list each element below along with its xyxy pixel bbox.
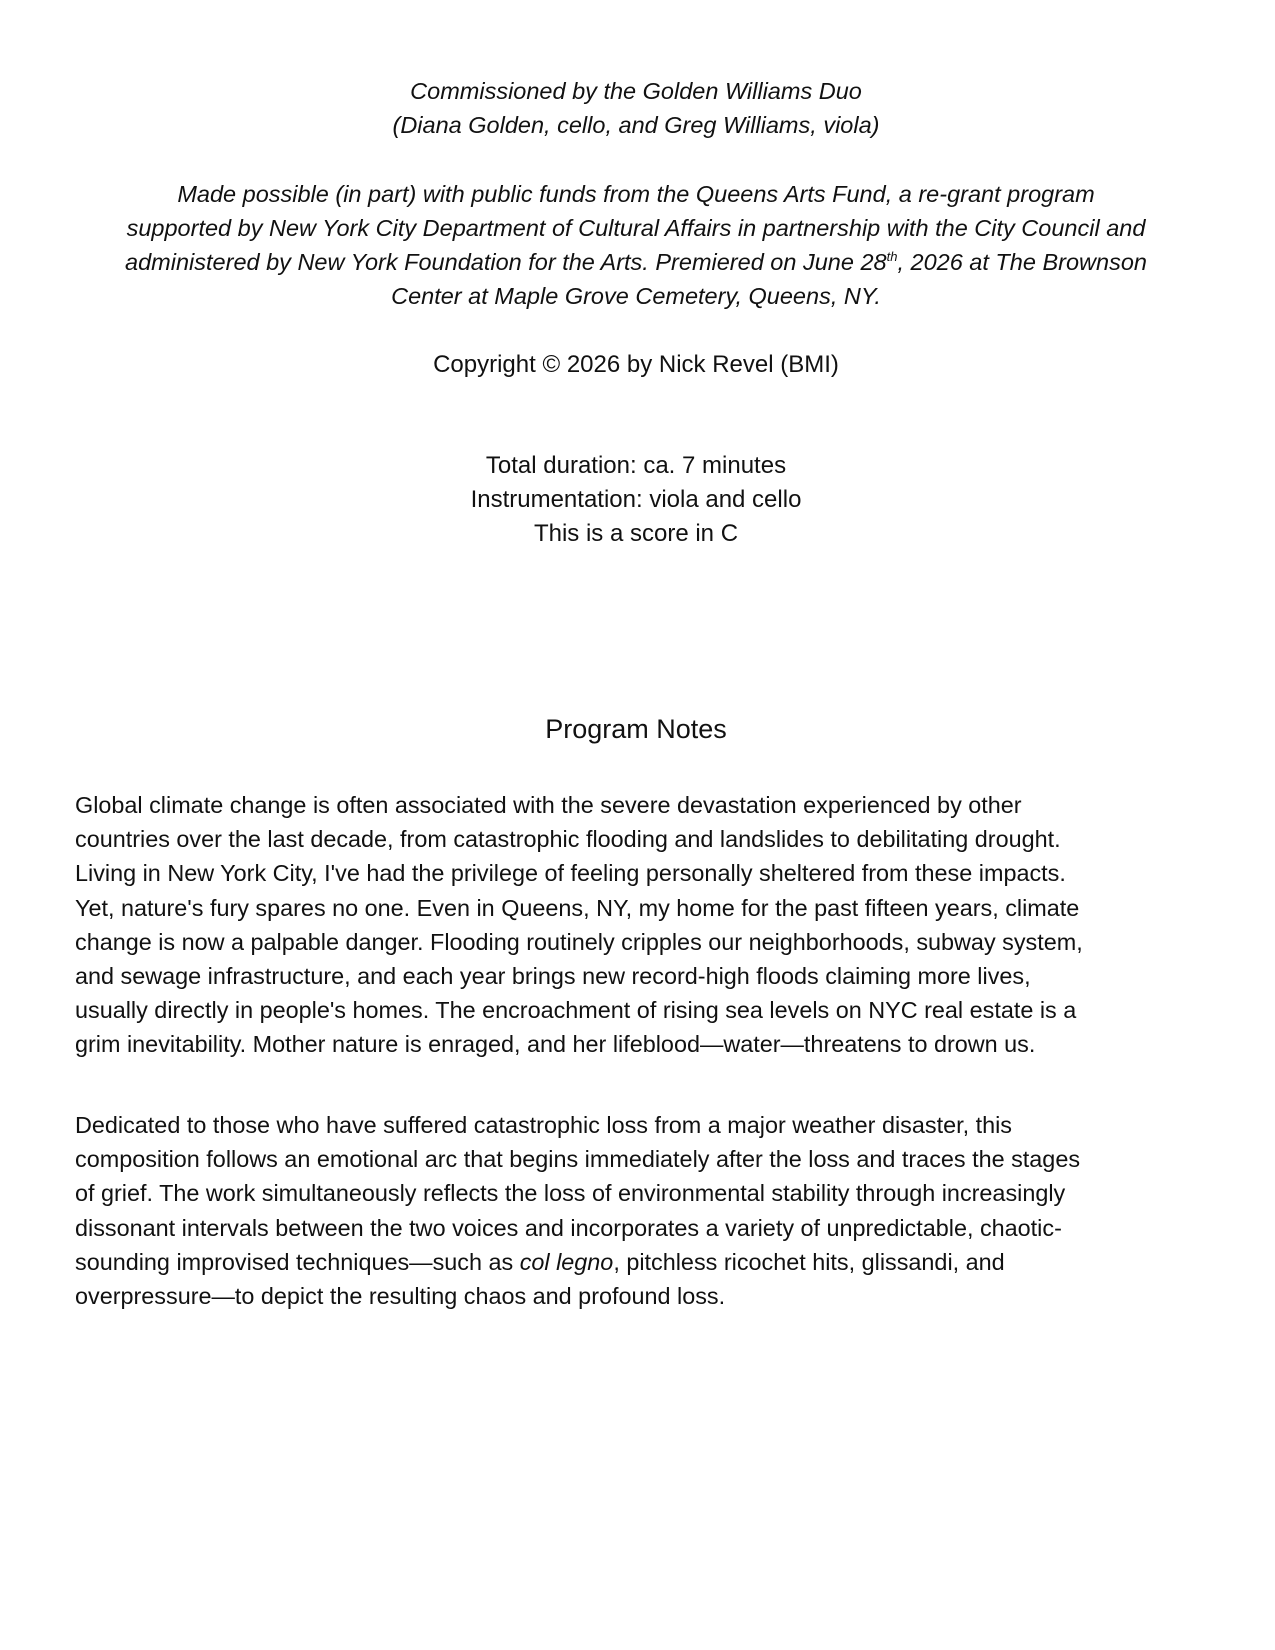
program-notes-paragraph-2 xyxy=(75,1108,1201,1313)
score-key-text: This is a score in C xyxy=(533,520,739,547)
venue-line: Center at Maple Grove Cemetery, Queens, NY. xyxy=(391,283,881,309)
program-notes-heading: Program Notes xyxy=(545,714,727,744)
performers-line: (Diana Golden, cello, and Greg Williams, viola) xyxy=(392,112,880,138)
techniques-list-text: , pitchless ricochet hits, glissandi, and xyxy=(613,1248,1005,1275)
col-legno-term: col legno xyxy=(519,1248,614,1275)
paragraph-line: of grief. The work simultaneously reflects the loss of environmental stability through increasingly xyxy=(75,1180,1066,1207)
program-notes-paragraph-1 xyxy=(75,788,1201,1062)
paragraph-line: composition follows an emotional arc that begins immediately after the loss and traces the stages xyxy=(75,1146,1081,1173)
commission-line: Commissioned by the Golden Williams Duo xyxy=(410,78,862,104)
instrumentation-text: Instrumentation: viola and cello xyxy=(470,486,802,513)
paragraph-line xyxy=(75,1245,1201,1279)
ordinal-suffix: th xyxy=(886,249,898,265)
paragraph-line: countries over the last decade, from catastrophic flooding and landslides to debilitating drought. xyxy=(75,826,1061,853)
paragraph-line: Global climate change is often associated with the severe devastation experienced by other xyxy=(75,792,1022,818)
premiere-venue-text: , 2026 at The Brownson xyxy=(897,249,1147,275)
commission-block xyxy=(76,74,1196,142)
paragraph-line: Dedicated to those who have suffered catastrophic loss from a major weather disaster, this xyxy=(75,1112,1012,1138)
paragraph-line: dissonant intervals between the two voices and incorporates a variety of unpredictable, chaotic- xyxy=(75,1214,1062,1241)
premiere-line xyxy=(76,245,1196,279)
copyright-notice: Copyright © 2026 by Nick Revel (BMI) xyxy=(433,351,839,378)
paragraph-line: Living in New York City, I've had the privilege of feeling personally sheltered from these impacts. xyxy=(75,860,1066,887)
techniques-text: sounding improvised techniques—such as xyxy=(75,1248,520,1275)
funding-line: Made possible (in part) with public funds from the Queens Arts Fund, a re-grant program xyxy=(177,181,1095,207)
performance-details xyxy=(76,449,1196,551)
paragraph-line: grim inevitability. Mother nature is enraged, and her lifeblood—water—threatens to drown us. xyxy=(75,1031,1036,1058)
paragraph-line: Yet, nature's fury spares no one. Even in Queens, NY, my home for the past fifteen years, climate xyxy=(75,894,1080,921)
paragraph-line: usually directly in people's homes. The encroachment of rising sea levels on NYC real estate is a xyxy=(75,997,1077,1024)
funding-line: supported by New York City Department of Cultural Affairs in partnership with the City Council and xyxy=(126,215,1146,241)
premiere-date-text: administered by New York Foundation for the Arts. Premiered on June 28 xyxy=(125,249,887,275)
paragraph-line: change is now a palpable danger. Flooding routinely cripples our neighborhoods, subway system, xyxy=(75,928,1083,955)
funding-block xyxy=(76,177,1196,313)
paragraph-line: and sewage infrastructure, and each year brings new record-high floods claiming more lives, xyxy=(75,963,1031,990)
paragraph-line: overpressure—to depict the resulting chaos and profound loss. xyxy=(75,1283,726,1310)
duration-text: Total duration: ca. 7 minutes xyxy=(485,452,787,479)
